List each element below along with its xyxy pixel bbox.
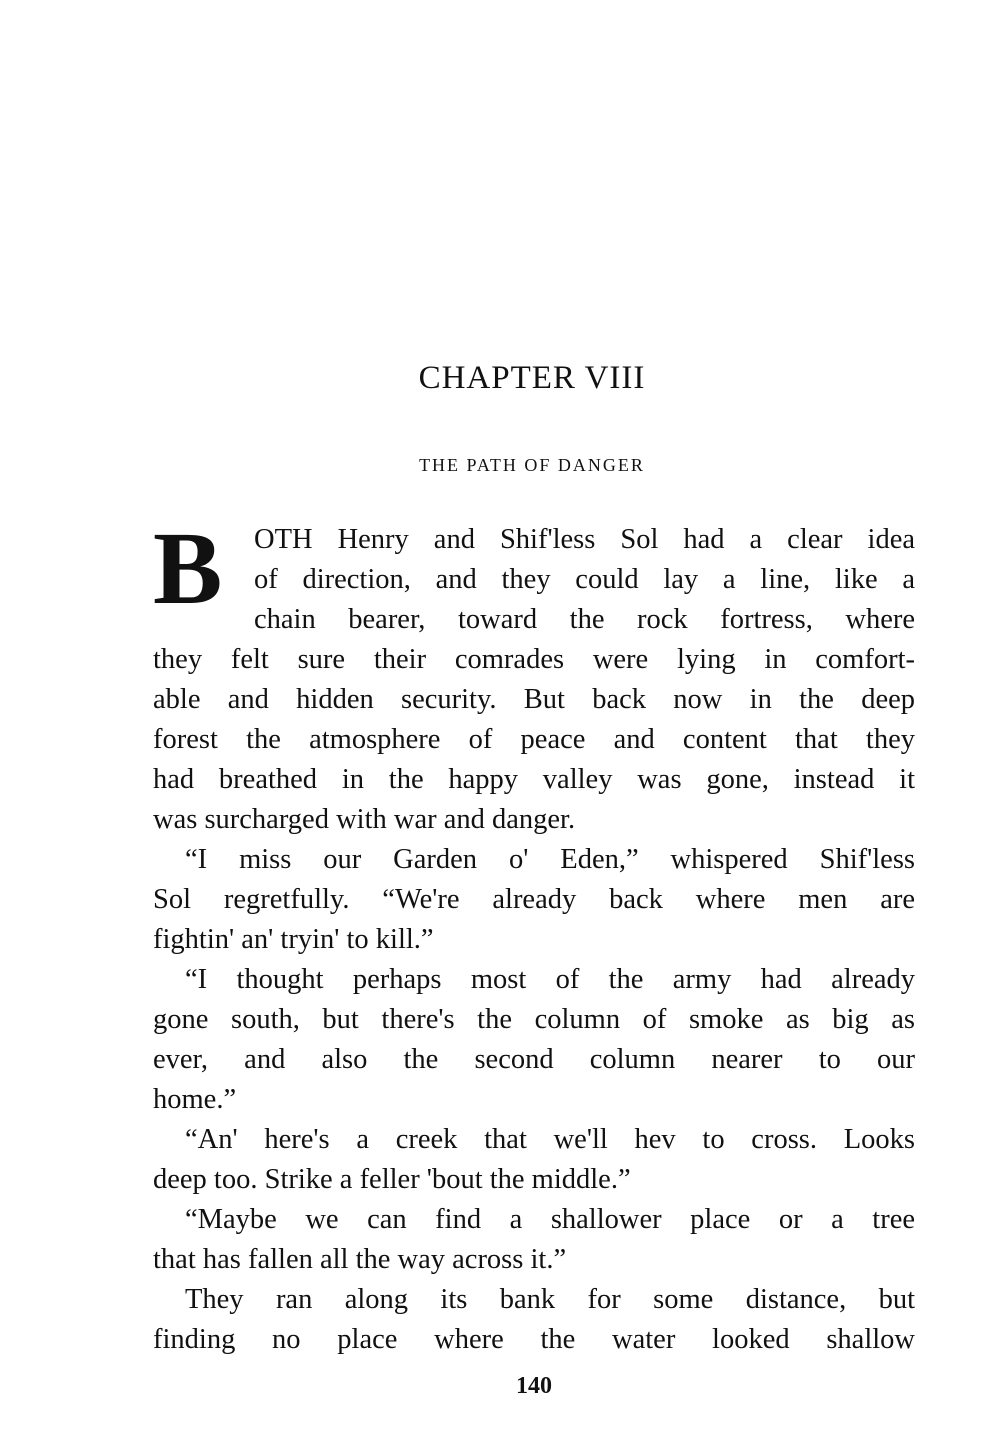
text-line: Sol regretfully. “We're already back where men are xyxy=(153,884,915,915)
text-line: able and hidden security. But back now in the deep xyxy=(153,684,915,715)
text-line: ever, and also the second column nearer to our xyxy=(153,1044,915,1075)
text-line: that has fallen all the way across it.” xyxy=(153,1244,567,1275)
text-line: chain bearer, toward the rock fortress, where xyxy=(254,604,915,635)
text-line: “I thought perhaps most of the army had already xyxy=(185,964,915,995)
text-line: was surcharged with war and danger. xyxy=(153,804,576,835)
drop-cap: B xyxy=(153,511,223,626)
text-line: “An' here's a creek that we'll hev to cross. Looks xyxy=(185,1124,915,1155)
text-line: had breathed in the happy valley was gone, instead it xyxy=(153,764,915,795)
text-line: OTH Henry and Shif'less Sol had a clear idea xyxy=(254,524,915,555)
chapter-subtitle: THE PATH OF DANGER xyxy=(419,455,645,475)
chapter-title: CHAPTER VIII xyxy=(418,360,646,396)
text-line: “Maybe we can find a shallower place or a tree xyxy=(185,1204,915,1235)
text-line: gone south, but there's the column of smoke as big as xyxy=(153,1004,915,1035)
text-line: fightin' an' tryin' to kill.” xyxy=(153,924,434,955)
body-text xyxy=(153,511,915,1360)
text-line: of direction, and they could lay a line, like a xyxy=(254,564,915,595)
text-line: they felt sure their comrades were lying in comfort- xyxy=(153,644,915,675)
text-line: “I miss our Garden o' Eden,” whispered Shif'less xyxy=(185,844,915,875)
text-line: finding no place where the water looked shallow xyxy=(153,1324,915,1355)
page-number: 140 xyxy=(516,1373,552,1399)
text-line: They ran along its bank for some distance, but xyxy=(185,1284,915,1315)
text-line: home.” xyxy=(153,1084,237,1115)
text-line: forest the atmosphere of peace and content that they xyxy=(153,724,915,755)
text-line: deep too. Strike a feller 'bout the middle.” xyxy=(153,1164,631,1195)
